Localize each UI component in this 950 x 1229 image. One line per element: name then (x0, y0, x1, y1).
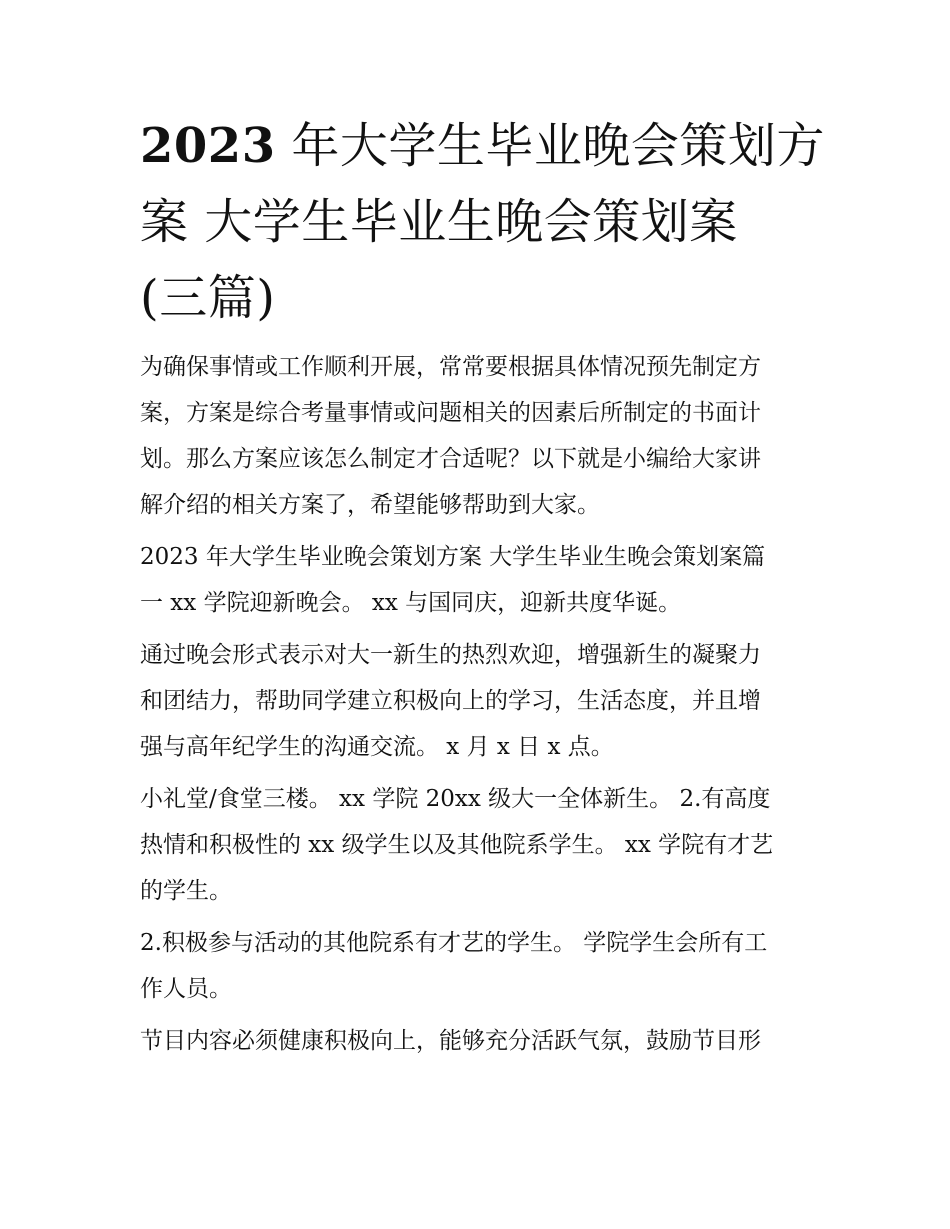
paragraph-line: 为确保事情或工作顺利开展，常常要根据具体情况预先制定方 (140, 354, 761, 380)
paragraph-line: 通过晚会形式表示对大一新生的热烈欢迎，增强新生的凝聚力 (140, 642, 761, 668)
document-body (140, 344, 816, 1064)
paragraph-line: 2023 年大学生毕业晚会策划方案 大学生毕业生晚会策划案篇 (140, 544, 766, 570)
paragraph-venue-participants (140, 776, 816, 914)
paragraph-purpose (140, 632, 816, 770)
paragraph-intro (140, 344, 816, 528)
paragraph-line: 热情和积极性的 xx 级学生以及其他院系学生。 xx 学院有才艺 (140, 832, 774, 858)
paragraph-line: 2.积极参与活动的其他院系有才艺的学生。 学院学生会所有工 (140, 930, 768, 956)
paragraph-line: 小礼堂/食堂三楼。 xx 学院 20xx 级大一全体新生。 2.有高度 (140, 786, 771, 812)
paragraph-program-requirements (140, 1018, 816, 1064)
title-line-1-text: 年大学生毕业晚会策划方 (275, 118, 825, 174)
paragraph-line: 的学生。 (140, 878, 232, 904)
paragraph-line: 节目内容必须健康积极向上，能够充分活跃气氛，鼓励节目形 (140, 1028, 761, 1054)
title-year: 2023 (140, 118, 276, 174)
paragraph-staff (140, 920, 816, 1012)
paragraph-section-heading (140, 534, 816, 626)
title-line-2: 案 大学生毕业生晚会策划案 (140, 194, 738, 250)
document-page (140, 108, 825, 1064)
paragraph-line: 解介绍的相关方案了，希望能够帮助到大家。 (140, 492, 600, 518)
title-line-3: (三篇) (140, 270, 276, 326)
paragraph-line: 划。那么方案应该怎么制定才合适呢？以下就是小编给大家讲 (140, 446, 761, 472)
title-line-1 (140, 108, 825, 184)
document-title (140, 108, 825, 336)
paragraph-line: 案，方案是综合考量事情或问题相关的因素后所制定的书面计 (140, 400, 761, 426)
paragraph-line: 和团结力，帮助同学建立积极向上的学习，生活态度，并且增 (140, 688, 761, 714)
paragraph-line: 一 xx 学院迎新晚会。 xx 与国同庆，迎新共度华诞。 (140, 590, 682, 616)
paragraph-line: 作人员。 (140, 976, 232, 1002)
paragraph-line: 强与高年纪学生的沟通交流。 x 月 x 日 x 点。 (140, 734, 614, 760)
